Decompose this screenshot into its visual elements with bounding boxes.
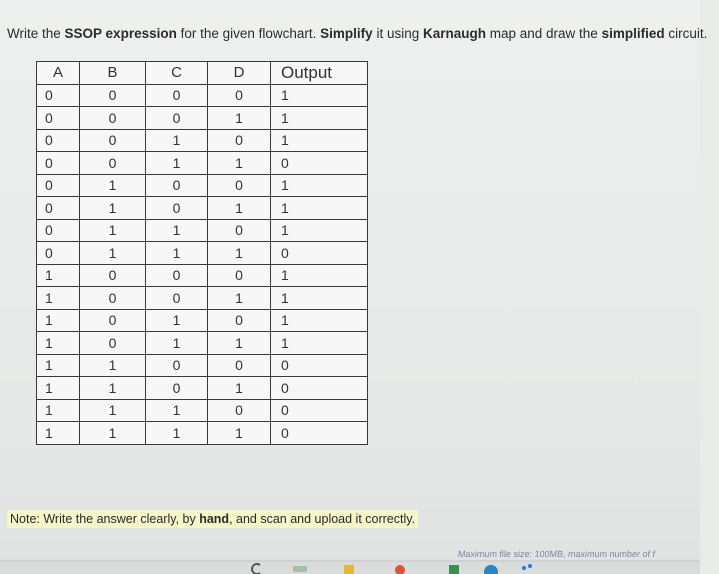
cell-d: 1 xyxy=(208,152,271,175)
cell-output: 0 xyxy=(271,422,368,445)
truth-table xyxy=(36,61,368,445)
table-row xyxy=(37,264,368,287)
cell-b: 0 xyxy=(80,287,146,310)
table-row xyxy=(37,377,368,400)
cell-a: 1 xyxy=(37,399,80,422)
table-row xyxy=(37,107,368,130)
cell-d: 0 xyxy=(208,264,271,287)
question-part3: it using xyxy=(372,26,423,41)
question-part1: Write the xyxy=(7,26,65,41)
cell-a: 0 xyxy=(37,219,80,242)
cell-a: 1 xyxy=(37,422,80,445)
cell-d: 1 xyxy=(208,377,271,400)
cell-c: 0 xyxy=(146,354,208,377)
cell-d: 0 xyxy=(208,129,271,152)
cell-c: 1 xyxy=(146,152,208,175)
cell-c: 0 xyxy=(146,84,208,107)
cell-a: 1 xyxy=(37,309,80,332)
cell-output: 1 xyxy=(271,107,368,130)
table-row xyxy=(37,399,368,422)
cell-d: 0 xyxy=(208,174,271,197)
header-b: B xyxy=(80,62,146,85)
truth-table-container xyxy=(36,61,368,445)
cell-b: 1 xyxy=(80,219,146,242)
note xyxy=(7,510,418,528)
cell-b: 0 xyxy=(80,152,146,175)
cell-output: 1 xyxy=(271,264,368,287)
cell-d: 1 xyxy=(208,332,271,355)
cell-c: 1 xyxy=(146,332,208,355)
cell-a: 0 xyxy=(37,107,80,130)
cell-b: 1 xyxy=(80,242,146,265)
header-c: C xyxy=(146,62,208,85)
question-ssop: SSOP expression xyxy=(64,26,177,41)
cell-d: 1 xyxy=(208,107,271,130)
cell-b: 1 xyxy=(80,354,146,377)
header-a: A xyxy=(37,62,80,85)
note-hand: hand xyxy=(199,512,230,526)
question-karnaugh: Karnaugh xyxy=(422,26,486,41)
table-row xyxy=(37,354,368,377)
cell-output: 1 xyxy=(271,309,368,332)
truth-table-header-row xyxy=(37,62,368,85)
table-row xyxy=(37,242,368,265)
table-row xyxy=(37,332,368,355)
question-part4: map and draw the xyxy=(485,26,602,41)
question-simplify: Simplify xyxy=(320,26,373,41)
cell-a: 0 xyxy=(37,174,80,197)
question-text xyxy=(7,26,707,41)
cell-b: 1 xyxy=(80,197,146,220)
upload-info-text: Maximum file size: 100MB, maximum number of f xyxy=(457,549,656,559)
cell-a: 1 xyxy=(37,332,80,355)
cell-c: 0 xyxy=(146,264,208,287)
cell-b: 0 xyxy=(80,107,146,130)
cell-output: 0 xyxy=(271,152,368,175)
cell-b: 0 xyxy=(80,264,146,287)
cell-a: 0 xyxy=(37,242,80,265)
cell-c: 0 xyxy=(146,287,208,310)
table-row xyxy=(37,309,368,332)
taskbar-app-icon[interactable] xyxy=(482,563,500,574)
cell-output: 1 xyxy=(271,197,368,220)
cell-a: 0 xyxy=(37,84,80,107)
taskbar-app-icon[interactable] xyxy=(250,563,264,574)
cell-c: 1 xyxy=(146,399,208,422)
cell-a: 1 xyxy=(37,354,80,377)
question-simplified: simplified xyxy=(601,26,665,41)
cell-a: 1 xyxy=(37,287,80,310)
table-row xyxy=(37,84,368,107)
taskbar-app-icon[interactable] xyxy=(447,563,461,574)
cell-a: 1 xyxy=(37,264,80,287)
cell-a: 0 xyxy=(37,129,80,152)
cell-a: 0 xyxy=(37,197,80,220)
cell-c: 1 xyxy=(146,219,208,242)
cell-c: 1 xyxy=(146,242,208,265)
cell-b: 1 xyxy=(80,399,146,422)
cell-d: 0 xyxy=(208,399,271,422)
taskbar-app-icon[interactable] xyxy=(292,563,310,574)
cell-b: 0 xyxy=(80,129,146,152)
cell-output: 1 xyxy=(271,174,368,197)
note-part2: , and scan and upload it correctly. xyxy=(229,512,416,526)
cell-output: 1 xyxy=(271,332,368,355)
cell-c: 0 xyxy=(146,197,208,220)
table-row xyxy=(37,422,368,445)
cell-c: 1 xyxy=(146,309,208,332)
table-row xyxy=(37,219,368,242)
cell-d: 1 xyxy=(208,242,271,265)
cell-c: 0 xyxy=(146,377,208,400)
cell-b: 1 xyxy=(80,377,146,400)
header-output: Output xyxy=(271,62,368,85)
cell-output: 1 xyxy=(271,129,368,152)
cell-b: 0 xyxy=(80,332,146,355)
taskbar-app-icon[interactable] xyxy=(520,563,534,574)
table-row xyxy=(37,174,368,197)
cell-a: 1 xyxy=(37,377,80,400)
cell-c: 1 xyxy=(146,129,208,152)
taskbar-app-icon[interactable] xyxy=(342,563,356,574)
cell-a: 0 xyxy=(37,152,80,175)
question-part2: for the given flowchart. xyxy=(176,26,321,41)
cell-d: 1 xyxy=(208,197,271,220)
cell-c: 1 xyxy=(146,422,208,445)
table-row xyxy=(37,287,368,310)
table-row xyxy=(37,129,368,152)
question-part5: circuit. xyxy=(664,26,708,41)
cell-d: 0 xyxy=(208,309,271,332)
table-row xyxy=(37,197,368,220)
cell-output: 0 xyxy=(271,242,368,265)
cell-c: 0 xyxy=(146,107,208,130)
cell-c: 0 xyxy=(146,174,208,197)
cell-output: 1 xyxy=(271,84,368,107)
cell-d: 1 xyxy=(208,422,271,445)
table-row xyxy=(37,152,368,175)
cell-output: 1 xyxy=(271,219,368,242)
cell-b: 0 xyxy=(80,84,146,107)
header-d: D xyxy=(208,62,271,85)
cell-d: 0 xyxy=(208,219,271,242)
taskbar-app-icon[interactable] xyxy=(393,563,407,574)
cell-b: 1 xyxy=(80,422,146,445)
cell-d: 0 xyxy=(208,84,271,107)
cell-d: 1 xyxy=(208,287,271,310)
truth-table-body xyxy=(37,84,368,444)
cell-d: 0 xyxy=(208,354,271,377)
cell-output: 0 xyxy=(271,377,368,400)
cell-output: 0 xyxy=(271,354,368,377)
cell-b: 1 xyxy=(80,174,146,197)
cell-output: 1 xyxy=(271,287,368,310)
cell-b: 0 xyxy=(80,309,146,332)
cell-output: 0 xyxy=(271,399,368,422)
note-part1: Note: Write the answer clearly, by xyxy=(10,512,200,526)
